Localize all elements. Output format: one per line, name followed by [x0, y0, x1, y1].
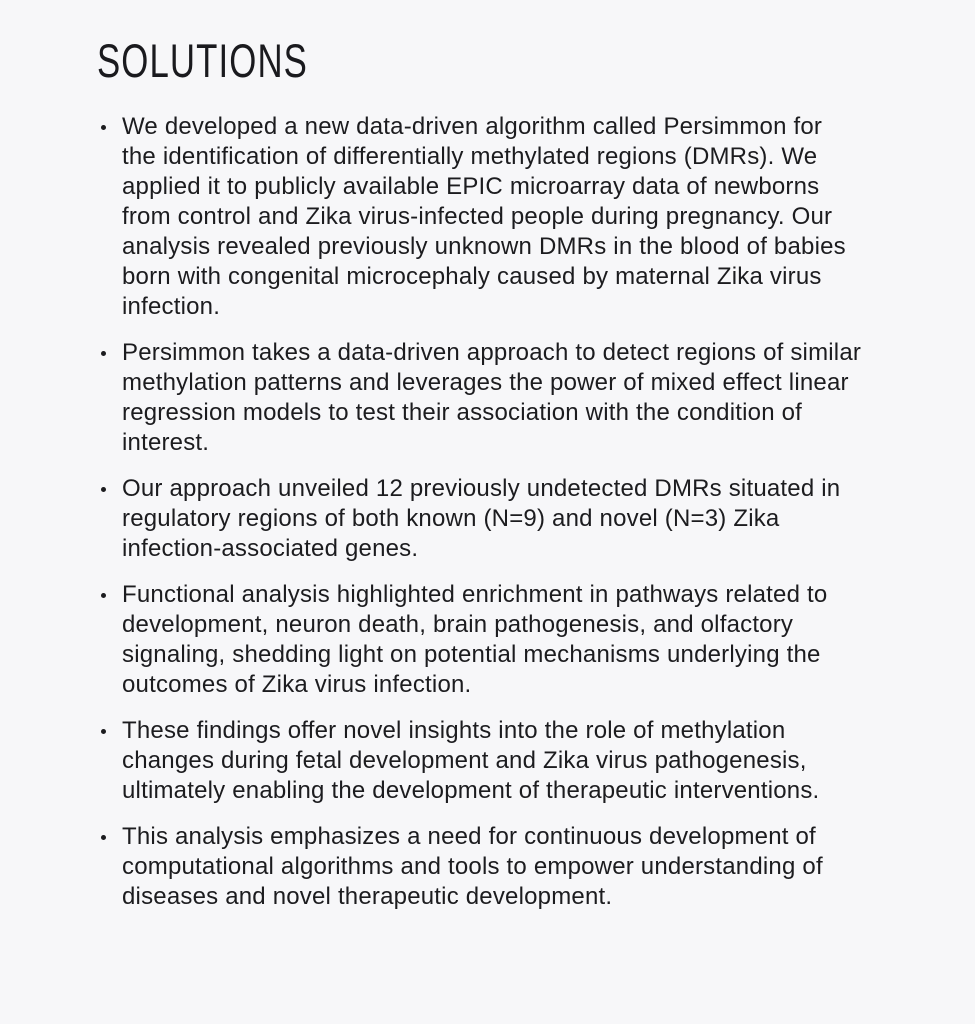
bullet-marker — [97, 338, 122, 368]
bullet-marker — [97, 580, 122, 610]
list-item — [97, 112, 923, 322]
page-title: SOLUTIONS — [97, 34, 308, 87]
bullet-marker — [97, 474, 122, 504]
list-item — [97, 338, 923, 458]
list-item — [97, 822, 923, 912]
list-item — [97, 580, 923, 700]
list-item — [97, 716, 923, 806]
bullet-marker — [97, 822, 122, 852]
bullet-text: This analysis emphasizes a need for continuous development of computational algorithms and tools to empower understanding of diseases and novel therapeutic development. — [122, 823, 823, 910]
bullet-marker — [97, 716, 122, 746]
solutions-list — [97, 112, 923, 912]
bullet-text: Our approach unveiled 12 previously undetected DMRs situated in regulatory regions of both known (N=9) and novel (N=3) Zika infection-associated genes. — [122, 475, 841, 562]
bullet-text: Functional analysis highlighted enrichment in pathways related to development, neuron death, brain pathogenesis, and olfactory signaling, shedding light on potential mechanisms underlying the outcomes of Zika virus infection. — [122, 581, 828, 698]
bullet-text: These findings offer novel insights into the role of methylation changes during fetal development and Zika virus pathogenesis, ultimately enabling the development of therapeutic interventions. — [122, 717, 820, 804]
bullet-marker — [97, 112, 122, 142]
list-item — [97, 474, 923, 564]
bullet-text: We developed a new data-driven algorithm called Persimmon for the identification of differentially methylated regions (DMRs). We applied it to publicly available EPIC microarray data of newborns from control and Zika virus-infected people during pregnancy. Our analysis revealed previously unknown DMRs in the blood of babies born with congenital microcephaly caused by maternal Zika virus infection. — [122, 113, 846, 320]
bullet-text: Persimmon takes a data-driven approach to detect regions of similar methylation patterns and leverages the power of mixed effect linear regression models to test their association with the condition of interest. — [122, 339, 862, 456]
